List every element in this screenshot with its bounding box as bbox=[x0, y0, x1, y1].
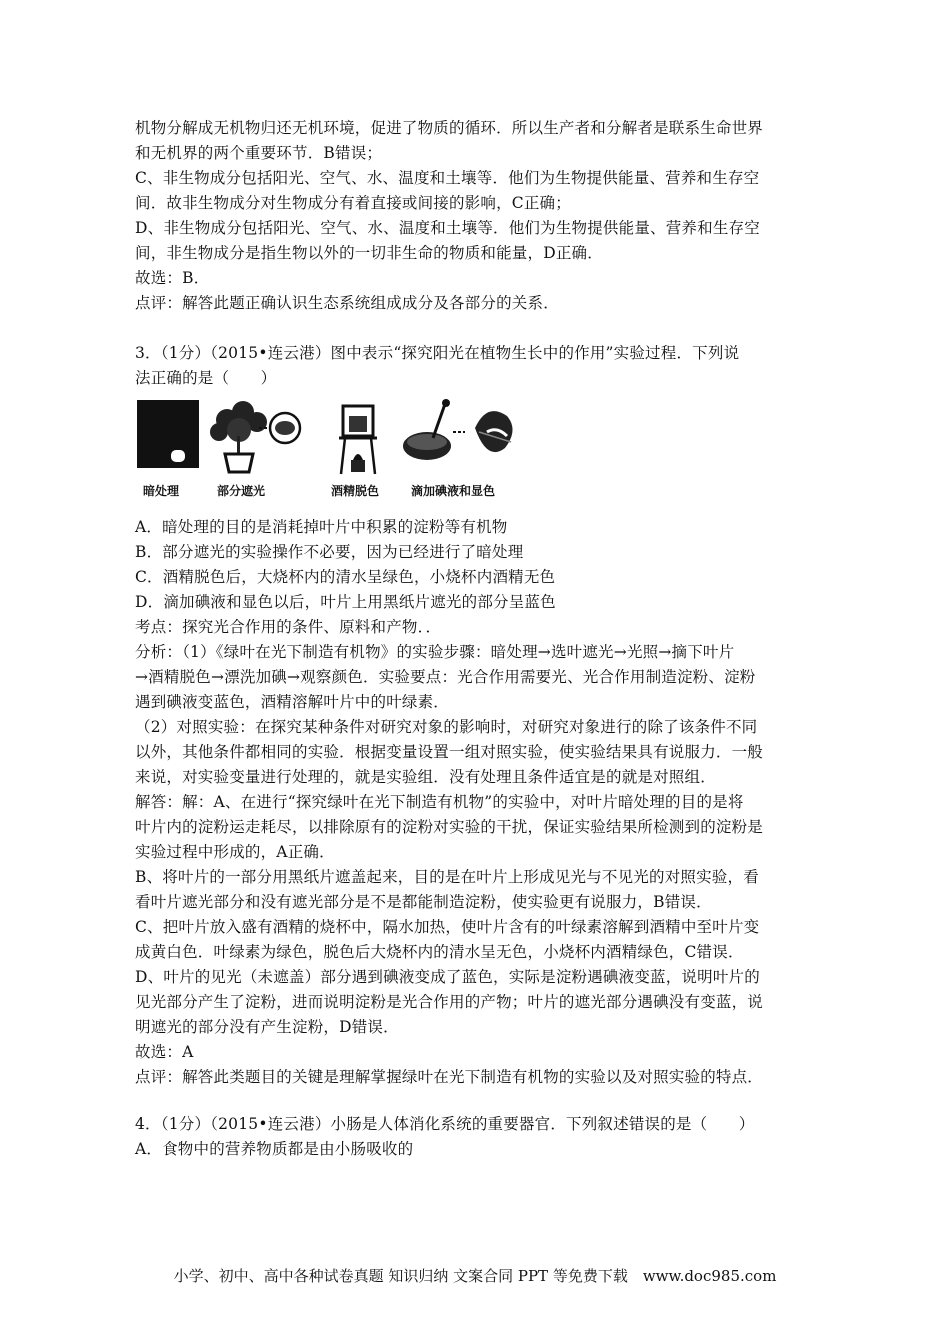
text-line: 间．故非生物成分对生物成分有着直接或间接的影响，C正确； bbox=[135, 194, 571, 212]
text-line: D、叶片的见光（未遮盖）部分遇到碘液变成了蓝色，实际是淀粉遇碘液变蓝，说明叶片的 bbox=[135, 968, 760, 986]
text-line: 见光部分产生了淀粉，进而说明淀粉是光合作用的产物；叶片的遮光部分遇碘没有变蓝，说 bbox=[135, 993, 764, 1011]
text-line: C、非生物成分包括阳光、空气、水、温度和土壤等．他们为生物提供能量、营养和生存空 bbox=[135, 169, 760, 187]
figure-label-alcohol-decolor: 酒精脱色 bbox=[331, 484, 380, 498]
text-line: 遇到碘液变蓝色，酒精溶解叶片中的叶绿素． bbox=[135, 693, 450, 711]
text-line: 叶片内的淀粉运走耗尽，以排除原有的淀粉对实验的干扰，保证实验结果所检测到的淀粉是 bbox=[135, 818, 764, 836]
text-line: （2）对照实验：在探究某种条件对研究对象的影响时，对研究对象进行的除了该条件不同 bbox=[135, 718, 758, 736]
text-line: D、非生物成分包括阳光、空气、水、温度和土壤等．他们为生物提供能量、营养和生存空 bbox=[135, 219, 760, 237]
potted-plant-icon bbox=[210, 401, 267, 472]
option-b: B．部分遮光的实验操作不必要，因为已经进行了暗处理 bbox=[135, 543, 524, 561]
dark-box-icon bbox=[137, 400, 199, 468]
text-line: 点评：解答此类题目的关键是理解掌握绿叶在光下制造有机物的实验以及对照实验的特点． bbox=[135, 1068, 764, 1086]
question-3-stem: 法正确的是（ ） bbox=[135, 369, 277, 387]
page-footer: 小学、初中、高中各种试卷真题 知识归纳 文案合同 PPT 等免费下载 www.doc985.com bbox=[173, 1267, 777, 1285]
figure-label-iodine-stain: 滴加碘液和显色 bbox=[411, 484, 496, 498]
text-line: 明遮光的部分没有产生淀粉，D错误． bbox=[135, 1018, 399, 1036]
text-line: 看叶片遮光部分和没有遮光部分是不是都能制造淀粉，使实验更有说服力，B错误． bbox=[135, 893, 712, 911]
beaker-heater-icon bbox=[339, 406, 377, 474]
text-line: B、将叶片的一部分用黑纸片遮盖起来，目的是在叶片上形成见光与不见光的对照实验，看 bbox=[135, 868, 759, 886]
text-line: →酒精脱色→漂洗加碘→观察颜色．实验要点：光合作用需要光、光合作用制造淀粉、淀粉 bbox=[135, 668, 756, 686]
question-4-stem: 4．（1分）（2015•连云港）小肠是人体消化系统的重要器官．下列叙述错误的是（ ） bbox=[135, 1115, 755, 1133]
option-d: D．滴加碘液和显色以后，叶片上用黑纸片遮光的部分呈蓝色 bbox=[135, 593, 556, 611]
text-line: 机物分解成无机物归还无机环境，促进了物质的循环．所以生产者和分解者是联系生命世界 bbox=[135, 119, 764, 137]
option-a: A．暗处理的目的是消耗掉叶片中积累的淀粉等有机物 bbox=[135, 518, 508, 536]
text-line: 故选：B． bbox=[135, 269, 210, 287]
question-4-option-a: A．食物中的营养物质都是由小肠吸收的 bbox=[135, 1140, 414, 1158]
text-line: 考点：探究光合作用的条件、原料和产物．． bbox=[135, 618, 442, 636]
text-line: 和无机界的两个重要环节．B错误； bbox=[135, 144, 383, 162]
dropper-dish-icon bbox=[403, 399, 451, 460]
figure-label-dark-treatment: 暗处理 bbox=[143, 484, 180, 498]
experiment-figure bbox=[135, 398, 520, 504]
leaf-circle-icon bbox=[270, 413, 300, 443]
text-line: 以外，其他条件都相同的实验．根据变量设置一组对照实验，使实验结果具有说服力．一般 bbox=[135, 743, 764, 761]
stained-leaf-icon bbox=[475, 411, 513, 452]
option-c: C．酒精脱色后，大烧杯内的清水呈绿色，小烧杯内酒精无色 bbox=[135, 568, 556, 586]
text-line: 分析：（1）《绿叶在光下制造有机物》的实验步骤：暗处理→选叶遮光→光照→摘下叶片 bbox=[135, 643, 735, 661]
experiment-illustration bbox=[135, 398, 520, 480]
question-3-stem: 3．（1分）（2015•连云港）图中表示“探究阳光在植物生长中的作用”实验过程．下列说 bbox=[135, 344, 740, 362]
text-line: 来说，对实验变量进行处理的，就是实验组．没有处理且条件适宜是的就是对照组． bbox=[135, 768, 716, 786]
text-line: 成黄白色．叶绿素为绿色，脱色后大烧杯内的清水呈无色，小烧杯内酒精绿色，C错误． bbox=[135, 943, 744, 961]
text-line: 实验过程中形成的，A正确． bbox=[135, 843, 335, 861]
text-line: C、把叶片放入盛有酒精的烧杯中，隔水加热，使叶片含有的叶绿素溶解到酒精中至叶片变 bbox=[135, 918, 760, 936]
text-line: 解答：解：A、在进行“探究绿叶在光下制造有机物”的实验中，对叶片暗处理的目的是将 bbox=[135, 793, 744, 811]
text-line: 点评：解答此题正确认识生态系统组成成分及各部分的关系． bbox=[135, 294, 559, 312]
figure-label-partial-shading: 部分遮光 bbox=[217, 484, 266, 498]
text-line: 间，非生物成分是指生物以外的一切非生命的物质和能量，D正确． bbox=[135, 244, 603, 262]
text-line: 故选：A bbox=[135, 1043, 194, 1061]
